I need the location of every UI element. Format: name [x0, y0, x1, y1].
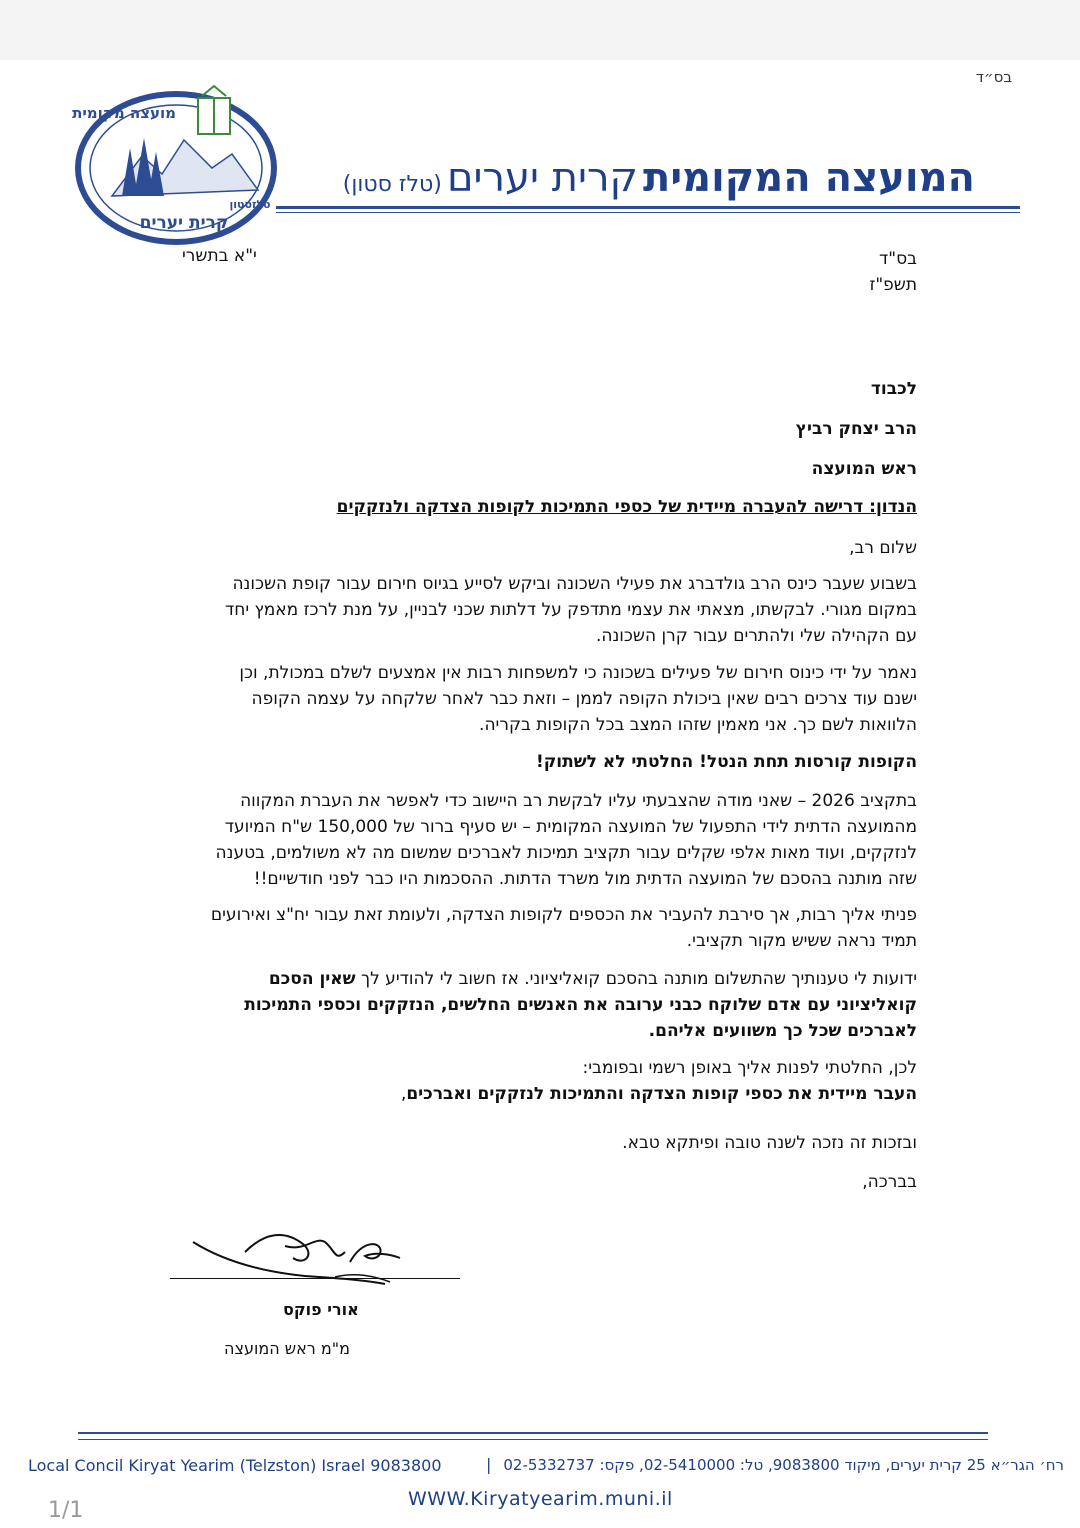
- paragraph-2-line: נאמר על ידי כינוס חירום של פעילים בשכונה כי למשפחות רבות אין אמצעים לשלם במכולת, וכן: [239, 663, 917, 683]
- paragraph-2-line: ישנם עוד צרכים רבים שאין ביכולת הקופה לממן – וזאת כבר לאחר שלקחה על עצמה הקופה: [251, 689, 917, 709]
- paragraph-7: [401, 1055, 917, 1107]
- footer-hebrew: רח׳ הגר״א 25 קרית יערים, מיקוד 9083800, טל: 02-5410000, פקס: 02-5332737: [503, 1456, 1064, 1474]
- logo-text-side: טלזסטון: [229, 198, 271, 211]
- footer-website-link[interactable]: WWW.Kiryatyearim.muni.il: [408, 1488, 673, 1510]
- paragraph-2-line: הלוואות לשם כך. אני מאמין שזהו המצב בכל הקופות בקריה.: [479, 715, 917, 735]
- paragraph-1-line: במקום מגורי. לבקשתו, מצאתי את עצמי מתדפק על דלתות שכני לבניין, על מנת לרכז מאמץ יחד: [224, 600, 917, 620]
- paragraph-3-bold: הקופות קורסות תחת הנטל! החלטתי לא לשתוק!: [536, 752, 917, 772]
- paragraph-1-line: בשבוע שעבר כינס הרב גולדברג את פעילי השכונה וביקש לסייע בגיוס חירום עבור קופת השכונה: [232, 574, 917, 594]
- paragraph-6-line: קואליציוני עם אדם שלוקח כבני ערובה את האנשים החלשים, הנזקקים וכספי התמיכות: [244, 995, 917, 1015]
- addressee-line2: הרב יצחק רביץ: [795, 419, 917, 439]
- footer-contact: [24, 1456, 1064, 1480]
- paragraph-4-line: בתקציב 2026 – שאני מודה שהצבעתי עליו לבקשת רב היישוב כדי לאפשר את העברת המקווה: [240, 791, 917, 811]
- closing: בברכה,: [862, 1172, 917, 1192]
- paragraph-7-comma: ,: [400, 1084, 407, 1104]
- council-name: [343, 155, 975, 201]
- paragraph-6-bold-start: שאין הסכם: [268, 969, 356, 989]
- paragraph-7-line2: [401, 1081, 917, 1107]
- paragraph-6-start: ידועות לי טענותיך שהתשלום מותנה בהסכם קואליציוני. אז חשוב לי להודיע לך: [355, 969, 917, 989]
- date-year: תשפ"ז: [869, 275, 917, 295]
- paragraph-7-bold: העבר מיידית את כספי קופות הצדקה והתמיכות לנזקקים ואברכים: [406, 1084, 917, 1104]
- footer-rule: [78, 1432, 988, 1434]
- signer-title: מ"מ ראש המועצה: [224, 1339, 350, 1358]
- council-name-light: קרית יערים: [446, 155, 638, 201]
- council-name-small: (טלז סטון): [342, 172, 442, 197]
- paragraph-8: ובזכות זה נזכה לשנה טובה ופיתקא טבא.: [622, 1133, 917, 1153]
- council-name-bold: המועצה המקומית: [643, 155, 975, 201]
- footer-separator: |: [486, 1455, 492, 1474]
- paragraph-4: [216, 788, 917, 892]
- header-rule-thin: [276, 212, 1020, 213]
- signature-graphic: [185, 1222, 425, 1292]
- paragraph-6-line: לאברכים שכל כך משוועים אליהם.: [648, 1021, 917, 1041]
- logo-text-top: מועצה מקומית: [72, 104, 176, 122]
- footer-english: Local Concil Kiryat Yearim (Telzston) Israel 9083800: [28, 1456, 442, 1475]
- viewer-top-bar: [0, 0, 1080, 60]
- subject-line: הנדון: דרישה להעברה מיידית של כספי התמיכות לקופות הצדקה ולנזקקים: [336, 497, 917, 517]
- addressee-line3: ראש המועצה: [811, 459, 917, 479]
- council-logo: [72, 78, 280, 246]
- logo-text-bottom: קרית יערים: [139, 213, 229, 233]
- paragraph-5-line: פניתי אליך רבות, אך סירבת להעביר את הכספים לקופות הצדקה, ולעומת זאת עבור יח"צ ואירועים: [210, 905, 917, 925]
- paragraph-4-line: מהמועצה הדתית לידי התפעול של המועצה המקומית – יש סעיף ברור של 150,000 ש"ח המיועד: [224, 817, 917, 837]
- paragraph-5: [211, 902, 917, 954]
- paragraph-4-line: שזה מותנה בהסכם של המועצה הדתית מול משרד הדתות. ההסכמות היו כבר לפני חודשיים!!: [253, 869, 917, 889]
- paragraph-1-line: עם הקהילה שלי ולהתרים עבור קרן השכונה.: [595, 626, 917, 646]
- date-hebrew: י"א בתשרי: [182, 246, 257, 266]
- addressee-line1: לכבוד: [870, 379, 917, 399]
- paragraph-6: [244, 966, 917, 1044]
- signer-name: אורי פוקס: [283, 1300, 359, 1319]
- paragraph-5-line: תמיד נראה ששיש מקור תקציבי.: [686, 931, 917, 951]
- paragraph-6-line: [244, 966, 917, 992]
- greeting: שלום רב,: [849, 538, 917, 558]
- date-bsd: בס"ד: [879, 249, 917, 269]
- header-rule: [276, 206, 1020, 209]
- footer-rule-thin: [78, 1439, 988, 1440]
- paragraph-7-line1: לכן, החלטתי לפנות אליך באופן רשמי ובפומבי:: [582, 1058, 917, 1078]
- paragraph-4-line: לנזקקים, ועוד מאות אלפי שקלים עבור תקציב תמיכות לאברכים שמשום מה לא משולמים, בטענה: [215, 843, 917, 863]
- paragraph-1: [225, 571, 917, 649]
- paragraph-2: [239, 660, 917, 738]
- signature-line: [170, 1278, 460, 1279]
- page-indicator: 1/1: [48, 1498, 84, 1523]
- corner-bsd: בס״ד: [975, 68, 1012, 86]
